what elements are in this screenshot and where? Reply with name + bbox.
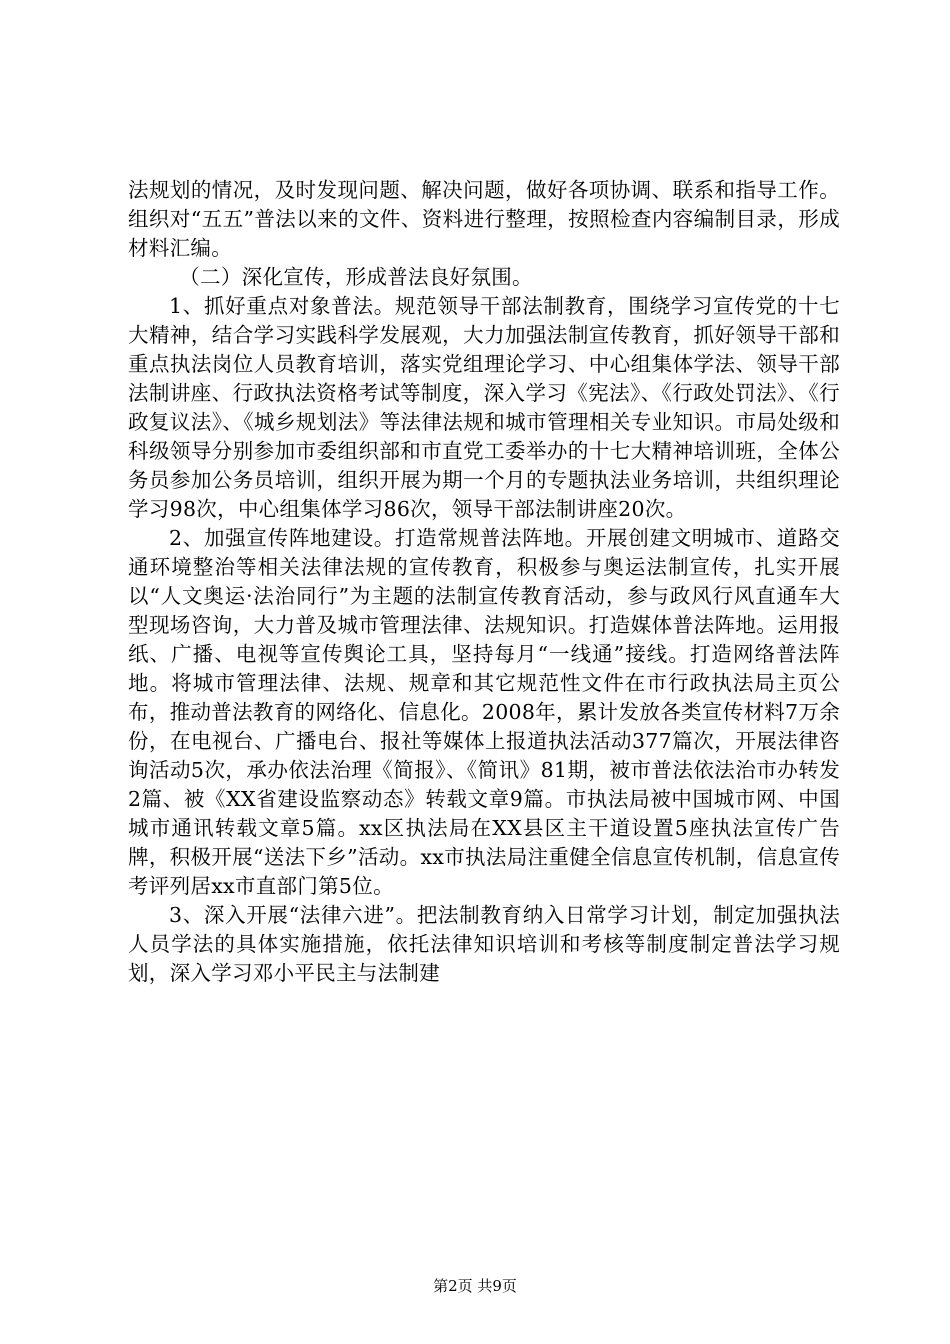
paragraph-item-2: 2、加强宣传阵地建设。打造常规普法阵地。开展创建文明城市、道路交通环境整治等相关法律法规的宣传教育，积极参与奥运法制宣传，扎实开展以“人文奥运·法治同行”为主题的法制宣传教育活动，参与政风行风直通车大型现场咨询，大力普及城市管理法律、法规知识。打造媒体普法阵地。运用报纸、广播、电视等宣传舆论工具，坚持每月“一线通”接线。打造网络普法阵地。将城市管理法律、法规、规章和其它规范性文件在市行政执法局主页公布，推动普法教育的网络化、信息化。2008年，累计发放各类宣传材料7万余份，在电视台、广播电台、报社等媒体上报道执法活动377篇次，开展法律咨询活动5次，承办依法治理《简报》、《简讯》81期，被市普法依法治市办转发2篇、被《XX省建设监察动态》转载文章9篇。市执法局被中国城市网、中国城市通讯转载文章5篇。xx区执法局在XX县区主干道设置5座执法宣传广告牌，积极开展“送法下乡”活动。xx市执法局注重健全信息宣传机制，信息宣传考评列居xx市直部门第5位。 (128, 526, 840, 898)
paragraph-continuation: 法规划的情况，及时发现问题、解决问题，做好各项协调、联系和指导工作。组织对“五五”普法以来的文件、资料进行整理，按照检查内容编制目录，形成材料汇编。 (128, 178, 840, 260)
document-body (128, 176, 840, 988)
section-heading: （二）深化宣传，形成普法良好氛围。 (179, 265, 533, 289)
paragraph-item-3: 3、深入开展“法律六进”。把法制教育纳入日常学习计划，制定加强执法人员学法的具体实施措施，依托法律知识培训和考核等制度制定普法学习规划，深入学习邓小平民主与法制建 (128, 903, 840, 985)
paragraph-item-1: 1、抓好重点对象普法。规范领导干部法制教育，围绕学习宣传党的十七大精神，结合学习实践科学发展观，大力加强法制宣传教育，抓好领导干部和重点执法岗位人员教育培训，落实党组理论学习、中心组集体学法、领导干部法制讲座、行政执法资格考试等制度，深入学习《宪法》、《行政处罚法》、《行政复议法》、《城乡规划法》等法律法规和城市管理相关专业知识。市局处级和科级领导分别参加市委组织部和市直党工委举办的十七大精神培训班，全体公务员参加公务员培训，组织开展为期一个月的专题执法业务培训，共组织理论学习98次，中心组集体学习86次，领导干部法制讲座20次。 (128, 294, 840, 521)
page-footer (0, 1276, 950, 1296)
page-number: 第2页 共9页 (433, 1277, 517, 1295)
